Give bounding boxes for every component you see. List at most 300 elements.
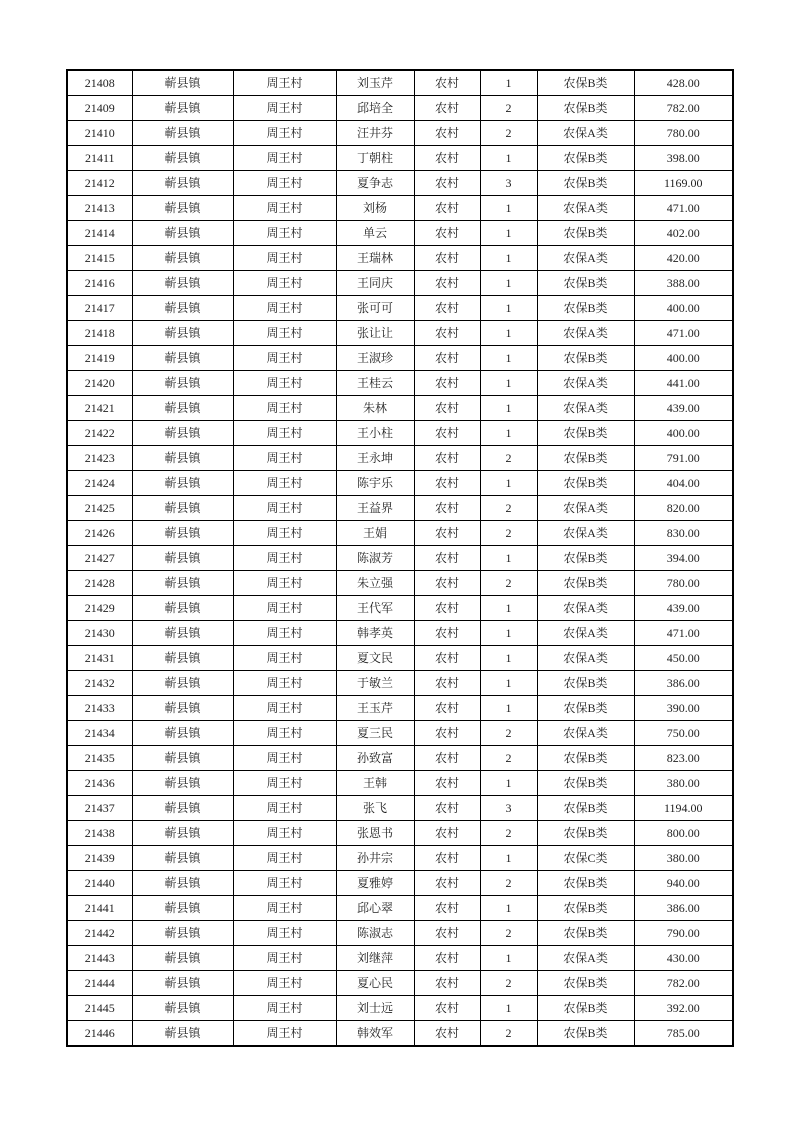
person-count-cell: 1	[480, 421, 537, 446]
residence-type-cell: 农村	[414, 921, 480, 946]
table-row	[67, 521, 733, 546]
serial-number-cell: 21444	[67, 971, 132, 996]
village-cell: 周王村	[233, 621, 336, 646]
town-cell: 蕲县镇	[132, 171, 233, 196]
table-row	[67, 821, 733, 846]
insurance-category-cell: 农保A类	[537, 321, 634, 346]
residence-type-cell: 农村	[414, 471, 480, 496]
serial-number-cell: 21429	[67, 596, 132, 621]
town-cell: 蕲县镇	[132, 871, 233, 896]
person-name-cell: 汪井芬	[336, 121, 414, 146]
amount-cell: 439.00	[634, 396, 733, 421]
person-name-cell: 王桂云	[336, 371, 414, 396]
person-name-cell: 韩孝英	[336, 621, 414, 646]
village-cell: 周王村	[233, 246, 336, 271]
person-name-cell: 王瑞林	[336, 246, 414, 271]
insurance-category-cell: 农保A类	[537, 196, 634, 221]
serial-number-cell: 21427	[67, 546, 132, 571]
village-cell: 周王村	[233, 271, 336, 296]
residence-type-cell: 农村	[414, 271, 480, 296]
table-row	[67, 1021, 733, 1047]
person-name-cell: 陈宇乐	[336, 471, 414, 496]
serial-number-cell: 21424	[67, 471, 132, 496]
village-cell: 周王村	[233, 696, 336, 721]
insurance-category-cell: 农保A类	[537, 121, 634, 146]
serial-number-cell: 21423	[67, 446, 132, 471]
insurance-category-cell: 农保B类	[537, 146, 634, 171]
person-count-cell: 3	[480, 796, 537, 821]
village-cell: 周王村	[233, 571, 336, 596]
table-row	[67, 546, 733, 571]
insurance-category-cell: 农保B类	[537, 796, 634, 821]
village-cell: 周王村	[233, 121, 336, 146]
person-name-cell: 夏雅婷	[336, 871, 414, 896]
person-name-cell: 王代军	[336, 596, 414, 621]
person-count-cell: 2	[480, 1021, 537, 1047]
payment-table-body	[67, 70, 733, 1046]
residence-type-cell: 农村	[414, 546, 480, 571]
amount-cell: 820.00	[634, 496, 733, 521]
town-cell: 蕲县镇	[132, 496, 233, 521]
table-row	[67, 321, 733, 346]
table-row	[67, 446, 733, 471]
serial-number-cell: 21441	[67, 896, 132, 921]
village-cell: 周王村	[233, 496, 336, 521]
residence-type-cell: 农村	[414, 396, 480, 421]
table-row	[67, 396, 733, 421]
person-count-cell: 1	[480, 996, 537, 1021]
amount-cell: 471.00	[634, 621, 733, 646]
amount-cell: 394.00	[634, 546, 733, 571]
town-cell: 蕲县镇	[132, 321, 233, 346]
town-cell: 蕲县镇	[132, 721, 233, 746]
amount-cell: 782.00	[634, 971, 733, 996]
residence-type-cell: 农村	[414, 346, 480, 371]
person-count-cell: 1	[480, 196, 537, 221]
town-cell: 蕲县镇	[132, 471, 233, 496]
residence-type-cell: 农村	[414, 421, 480, 446]
residence-type-cell: 农村	[414, 671, 480, 696]
person-count-cell: 1	[480, 371, 537, 396]
person-count-cell: 1	[480, 146, 537, 171]
table-row	[67, 121, 733, 146]
amount-cell: 830.00	[634, 521, 733, 546]
residence-type-cell: 农村	[414, 571, 480, 596]
table-row	[67, 721, 733, 746]
insurance-category-cell: 农保B类	[537, 896, 634, 921]
village-cell: 周王村	[233, 946, 336, 971]
insurance-category-cell: 农保B类	[537, 70, 634, 96]
village-cell: 周王村	[233, 346, 336, 371]
serial-number-cell: 21433	[67, 696, 132, 721]
person-name-cell: 王淑珍	[336, 346, 414, 371]
insurance-category-cell: 农保B类	[537, 96, 634, 121]
person-name-cell: 丁朝柱	[336, 146, 414, 171]
residence-type-cell: 农村	[414, 371, 480, 396]
town-cell: 蕲县镇	[132, 896, 233, 921]
table-row	[67, 146, 733, 171]
residence-type-cell: 农村	[414, 121, 480, 146]
residence-type-cell: 农村	[414, 1021, 480, 1047]
amount-cell: 400.00	[634, 421, 733, 446]
insurance-category-cell: 农保B类	[537, 221, 634, 246]
serial-number-cell: 21417	[67, 296, 132, 321]
insurance-category-cell: 农保C类	[537, 846, 634, 871]
person-count-cell: 2	[480, 746, 537, 771]
serial-number-cell: 21445	[67, 996, 132, 1021]
residence-type-cell: 农村	[414, 821, 480, 846]
residence-type-cell: 农村	[414, 621, 480, 646]
village-cell: 周王村	[233, 746, 336, 771]
table-row	[67, 596, 733, 621]
person-name-cell: 邱心翠	[336, 896, 414, 921]
amount-cell: 471.00	[634, 321, 733, 346]
table-row	[67, 846, 733, 871]
village-cell: 周王村	[233, 546, 336, 571]
table-row	[67, 96, 733, 121]
town-cell: 蕲县镇	[132, 696, 233, 721]
table-row	[67, 221, 733, 246]
village-cell: 周王村	[233, 96, 336, 121]
table-row	[67, 421, 733, 446]
town-cell: 蕲县镇	[132, 596, 233, 621]
person-count-cell: 2	[480, 446, 537, 471]
amount-cell: 380.00	[634, 846, 733, 871]
amount-cell: 782.00	[634, 96, 733, 121]
serial-number-cell: 21414	[67, 221, 132, 246]
person-name-cell: 单云	[336, 221, 414, 246]
insurance-category-cell: 农保B类	[537, 471, 634, 496]
village-cell: 周王村	[233, 371, 336, 396]
village-cell: 周王村	[233, 971, 336, 996]
person-name-cell: 张可可	[336, 296, 414, 321]
person-count-cell: 1	[480, 896, 537, 921]
insurance-category-cell: 农保B类	[537, 921, 634, 946]
table-row	[67, 246, 733, 271]
insurance-category-cell: 农保B类	[537, 1021, 634, 1047]
insurance-category-cell: 农保B类	[537, 571, 634, 596]
amount-cell: 750.00	[634, 721, 733, 746]
serial-number-cell: 21428	[67, 571, 132, 596]
amount-cell: 800.00	[634, 821, 733, 846]
village-cell: 周王村	[233, 596, 336, 621]
town-cell: 蕲县镇	[132, 946, 233, 971]
serial-number-cell: 21411	[67, 146, 132, 171]
town-cell: 蕲县镇	[132, 296, 233, 321]
person-count-cell: 1	[480, 846, 537, 871]
village-cell: 周王村	[233, 521, 336, 546]
residence-type-cell: 农村	[414, 946, 480, 971]
town-cell: 蕲县镇	[132, 771, 233, 796]
person-name-cell: 张让让	[336, 321, 414, 346]
serial-number-cell: 21419	[67, 346, 132, 371]
table-row	[67, 696, 733, 721]
insurance-category-cell: 农保B类	[537, 771, 634, 796]
table-row	[67, 196, 733, 221]
amount-cell: 450.00	[634, 646, 733, 671]
person-count-cell: 2	[480, 571, 537, 596]
town-cell: 蕲县镇	[132, 546, 233, 571]
amount-cell: 398.00	[634, 146, 733, 171]
town-cell: 蕲县镇	[132, 571, 233, 596]
table-row	[67, 271, 733, 296]
insurance-category-cell: 农保B类	[537, 271, 634, 296]
town-cell: 蕲县镇	[132, 521, 233, 546]
town-cell: 蕲县镇	[132, 1021, 233, 1047]
person-name-cell: 王小柱	[336, 421, 414, 446]
residence-type-cell: 农村	[414, 321, 480, 346]
person-count-cell: 1	[480, 296, 537, 321]
village-cell: 周王村	[233, 821, 336, 846]
insurance-category-cell: 农保A类	[537, 721, 634, 746]
person-name-cell: 刘玉芹	[336, 70, 414, 96]
amount-cell: 388.00	[634, 271, 733, 296]
person-count-cell: 2	[480, 96, 537, 121]
residence-type-cell: 农村	[414, 246, 480, 271]
insurance-category-cell: 农保B类	[537, 971, 634, 996]
town-cell: 蕲县镇	[132, 221, 233, 246]
person-name-cell: 刘继萍	[336, 946, 414, 971]
town-cell: 蕲县镇	[132, 621, 233, 646]
village-cell: 周王村	[233, 196, 336, 221]
person-name-cell: 王同庆	[336, 271, 414, 296]
table-row	[67, 571, 733, 596]
serial-number-cell: 21430	[67, 621, 132, 646]
amount-cell: 420.00	[634, 246, 733, 271]
serial-number-cell: 21438	[67, 821, 132, 846]
residence-type-cell: 农村	[414, 746, 480, 771]
person-name-cell: 朱林	[336, 396, 414, 421]
residence-type-cell: 农村	[414, 696, 480, 721]
town-cell: 蕲县镇	[132, 671, 233, 696]
insurance-category-cell: 农保B类	[537, 546, 634, 571]
person-name-cell: 王永坤	[336, 446, 414, 471]
serial-number-cell: 21435	[67, 746, 132, 771]
town-cell: 蕲县镇	[132, 971, 233, 996]
village-cell: 周王村	[233, 321, 336, 346]
insurance-category-cell: 农保B类	[537, 821, 634, 846]
village-cell: 周王村	[233, 171, 336, 196]
insurance-category-cell: 农保B类	[537, 671, 634, 696]
serial-number-cell: 21418	[67, 321, 132, 346]
person-count-cell: 3	[480, 171, 537, 196]
person-count-cell: 1	[480, 696, 537, 721]
village-cell: 周王村	[233, 296, 336, 321]
serial-number-cell: 21436	[67, 771, 132, 796]
insurance-category-cell: 农保B类	[537, 696, 634, 721]
table-row	[67, 171, 733, 196]
person-name-cell: 陈淑志	[336, 921, 414, 946]
serial-number-cell: 21422	[67, 421, 132, 446]
insurance-category-cell: 农保A类	[537, 521, 634, 546]
residence-type-cell: 农村	[414, 796, 480, 821]
serial-number-cell: 21425	[67, 496, 132, 521]
person-count-cell: 2	[480, 496, 537, 521]
village-cell: 周王村	[233, 796, 336, 821]
serial-number-cell: 21432	[67, 671, 132, 696]
table-row	[67, 471, 733, 496]
town-cell: 蕲县镇	[132, 70, 233, 96]
serial-number-cell: 21426	[67, 521, 132, 546]
serial-number-cell: 21431	[67, 646, 132, 671]
village-cell: 周王村	[233, 896, 336, 921]
insurance-category-cell: 农保A类	[537, 496, 634, 521]
village-cell: 周王村	[233, 1021, 336, 1047]
person-count-cell: 2	[480, 921, 537, 946]
town-cell: 蕲县镇	[132, 796, 233, 821]
serial-number-cell: 21434	[67, 721, 132, 746]
person-count-cell: 1	[480, 396, 537, 421]
village-cell: 周王村	[233, 646, 336, 671]
amount-cell: 439.00	[634, 596, 733, 621]
person-name-cell: 刘士远	[336, 996, 414, 1021]
table-row	[67, 771, 733, 796]
residence-type-cell: 农村	[414, 721, 480, 746]
serial-number-cell: 21443	[67, 946, 132, 971]
residence-type-cell: 农村	[414, 521, 480, 546]
residence-type-cell: 农村	[414, 871, 480, 896]
serial-number-cell: 21446	[67, 1021, 132, 1047]
village-cell: 周王村	[233, 70, 336, 96]
insurance-category-cell: 农保A类	[537, 596, 634, 621]
residence-type-cell: 农村	[414, 96, 480, 121]
person-count-cell: 1	[480, 646, 537, 671]
amount-cell: 386.00	[634, 896, 733, 921]
insurance-category-cell: 农保B类	[537, 296, 634, 321]
town-cell: 蕲县镇	[132, 121, 233, 146]
insurance-category-cell: 农保A类	[537, 371, 634, 396]
town-cell: 蕲县镇	[132, 146, 233, 171]
person-name-cell: 王益界	[336, 496, 414, 521]
village-cell: 周王村	[233, 996, 336, 1021]
serial-number-cell: 21415	[67, 246, 132, 271]
person-name-cell: 邱培全	[336, 96, 414, 121]
table-row	[67, 946, 733, 971]
person-name-cell: 于敏兰	[336, 671, 414, 696]
town-cell: 蕲县镇	[132, 196, 233, 221]
person-name-cell: 朱立强	[336, 571, 414, 596]
table-row	[67, 871, 733, 896]
residence-type-cell: 农村	[414, 196, 480, 221]
village-cell: 周王村	[233, 771, 336, 796]
person-name-cell: 王韩	[336, 771, 414, 796]
serial-number-cell: 21421	[67, 396, 132, 421]
insurance-category-cell: 农保B类	[537, 871, 634, 896]
person-name-cell: 韩效军	[336, 1021, 414, 1047]
amount-cell: 471.00	[634, 196, 733, 221]
insurance-category-cell: 农保B类	[537, 996, 634, 1021]
person-count-cell: 2	[480, 821, 537, 846]
table-row	[67, 971, 733, 996]
residence-type-cell: 农村	[414, 996, 480, 1021]
village-cell: 周王村	[233, 471, 336, 496]
payment-roster-table	[66, 69, 734, 1047]
person-count-cell: 2	[480, 721, 537, 746]
person-count-cell: 1	[480, 321, 537, 346]
insurance-category-cell: 农保B类	[537, 171, 634, 196]
person-count-cell: 1	[480, 621, 537, 646]
amount-cell: 390.00	[634, 696, 733, 721]
table-row	[67, 746, 733, 771]
serial-number-cell: 21410	[67, 121, 132, 146]
person-count-cell: 2	[480, 871, 537, 896]
amount-cell: 441.00	[634, 371, 733, 396]
amount-cell: 430.00	[634, 946, 733, 971]
person-count-cell: 1	[480, 471, 537, 496]
amount-cell: 940.00	[634, 871, 733, 896]
person-count-cell: 1	[480, 946, 537, 971]
residence-type-cell: 农村	[414, 971, 480, 996]
town-cell: 蕲县镇	[132, 271, 233, 296]
insurance-category-cell: 农保B类	[537, 346, 634, 371]
serial-number-cell: 21416	[67, 271, 132, 296]
serial-number-cell: 21408	[67, 70, 132, 96]
person-name-cell: 张飞	[336, 796, 414, 821]
person-count-cell: 2	[480, 121, 537, 146]
person-name-cell: 张恩书	[336, 821, 414, 846]
table-row	[67, 296, 733, 321]
town-cell: 蕲县镇	[132, 646, 233, 671]
town-cell: 蕲县镇	[132, 996, 233, 1021]
table-row	[67, 621, 733, 646]
town-cell: 蕲县镇	[132, 371, 233, 396]
table-row	[67, 346, 733, 371]
insurance-category-cell: 农保B类	[537, 746, 634, 771]
person-count-cell: 1	[480, 246, 537, 271]
amount-cell: 785.00	[634, 1021, 733, 1047]
town-cell: 蕲县镇	[132, 421, 233, 446]
person-count-cell: 1	[480, 221, 537, 246]
residence-type-cell: 农村	[414, 896, 480, 921]
table-row	[67, 646, 733, 671]
amount-cell: 790.00	[634, 921, 733, 946]
person-count-cell: 1	[480, 271, 537, 296]
town-cell: 蕲县镇	[132, 446, 233, 471]
village-cell: 周王村	[233, 446, 336, 471]
person-count-cell: 1	[480, 596, 537, 621]
town-cell: 蕲县镇	[132, 246, 233, 271]
table-row	[67, 896, 733, 921]
amount-cell: 380.00	[634, 771, 733, 796]
person-name-cell: 刘杨	[336, 196, 414, 221]
serial-number-cell: 21437	[67, 796, 132, 821]
town-cell: 蕲县镇	[132, 821, 233, 846]
serial-number-cell: 21413	[67, 196, 132, 221]
residence-type-cell: 农村	[414, 771, 480, 796]
person-name-cell: 夏争志	[336, 171, 414, 196]
insurance-category-cell: 农保A类	[537, 246, 634, 271]
person-name-cell: 夏文民	[336, 646, 414, 671]
person-count-cell: 2	[480, 971, 537, 996]
amount-cell: 823.00	[634, 746, 733, 771]
village-cell: 周王村	[233, 921, 336, 946]
person-count-cell: 2	[480, 521, 537, 546]
amount-cell: 780.00	[634, 571, 733, 596]
town-cell: 蕲县镇	[132, 746, 233, 771]
insurance-category-cell: 农保A类	[537, 646, 634, 671]
amount-cell: 404.00	[634, 471, 733, 496]
village-cell: 周王村	[233, 671, 336, 696]
insurance-category-cell: 农保B类	[537, 446, 634, 471]
serial-number-cell: 21420	[67, 371, 132, 396]
village-cell: 周王村	[233, 721, 336, 746]
serial-number-cell: 21409	[67, 96, 132, 121]
person-name-cell: 陈淑芳	[336, 546, 414, 571]
table-row	[67, 496, 733, 521]
village-cell: 周王村	[233, 871, 336, 896]
residence-type-cell: 农村	[414, 646, 480, 671]
table-row	[67, 70, 733, 96]
